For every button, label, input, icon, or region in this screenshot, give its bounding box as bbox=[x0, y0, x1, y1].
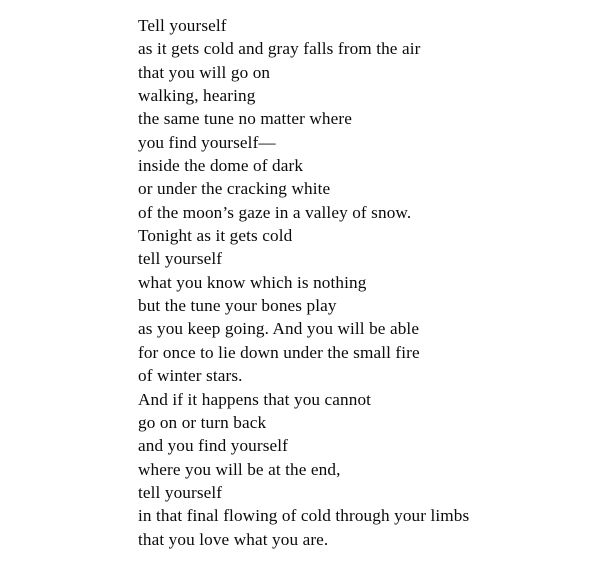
poem-line: of the moon’s gaze in a valley of snow. bbox=[138, 202, 412, 222]
poem-line: walking, hearing bbox=[138, 86, 256, 106]
poem-line: in that final flowing of cold through your limbs bbox=[138, 506, 470, 526]
poem-line: go on or turn back bbox=[138, 412, 267, 432]
poem-line: as you keep going. And you will be able bbox=[138, 319, 420, 339]
poem-line: as it gets cold and gray falls from the air bbox=[138, 39, 421, 59]
poem-body bbox=[0, 14, 614, 551]
poem-line: that you love what you are. bbox=[138, 529, 329, 549]
poem-line: of winter stars. bbox=[138, 366, 243, 386]
poem-line: for once to lie down under the small fire bbox=[138, 342, 420, 362]
poem-line: and you find yourself bbox=[138, 436, 289, 456]
poem-line: tell yourself bbox=[138, 249, 223, 269]
poem-line: but the tune your bones play bbox=[138, 296, 337, 316]
poem-line: you find yourself— bbox=[138, 132, 276, 152]
poem-line: where you will be at the end, bbox=[138, 459, 341, 479]
poem-line: what you know which is nothing bbox=[138, 272, 367, 292]
poem-line: Tell yourself bbox=[138, 16, 227, 35]
poem-line: tell yourself bbox=[138, 482, 223, 502]
poem-line: or under the cracking white bbox=[138, 179, 331, 199]
poem-line: inside the dome of dark bbox=[138, 156, 304, 176]
poem-line: And if it happens that you cannot bbox=[138, 389, 372, 409]
poem-line: the same tune no matter where bbox=[138, 109, 352, 129]
poem-line: that you will go on bbox=[138, 62, 271, 82]
poem-line: Tonight as it gets cold bbox=[138, 226, 293, 246]
